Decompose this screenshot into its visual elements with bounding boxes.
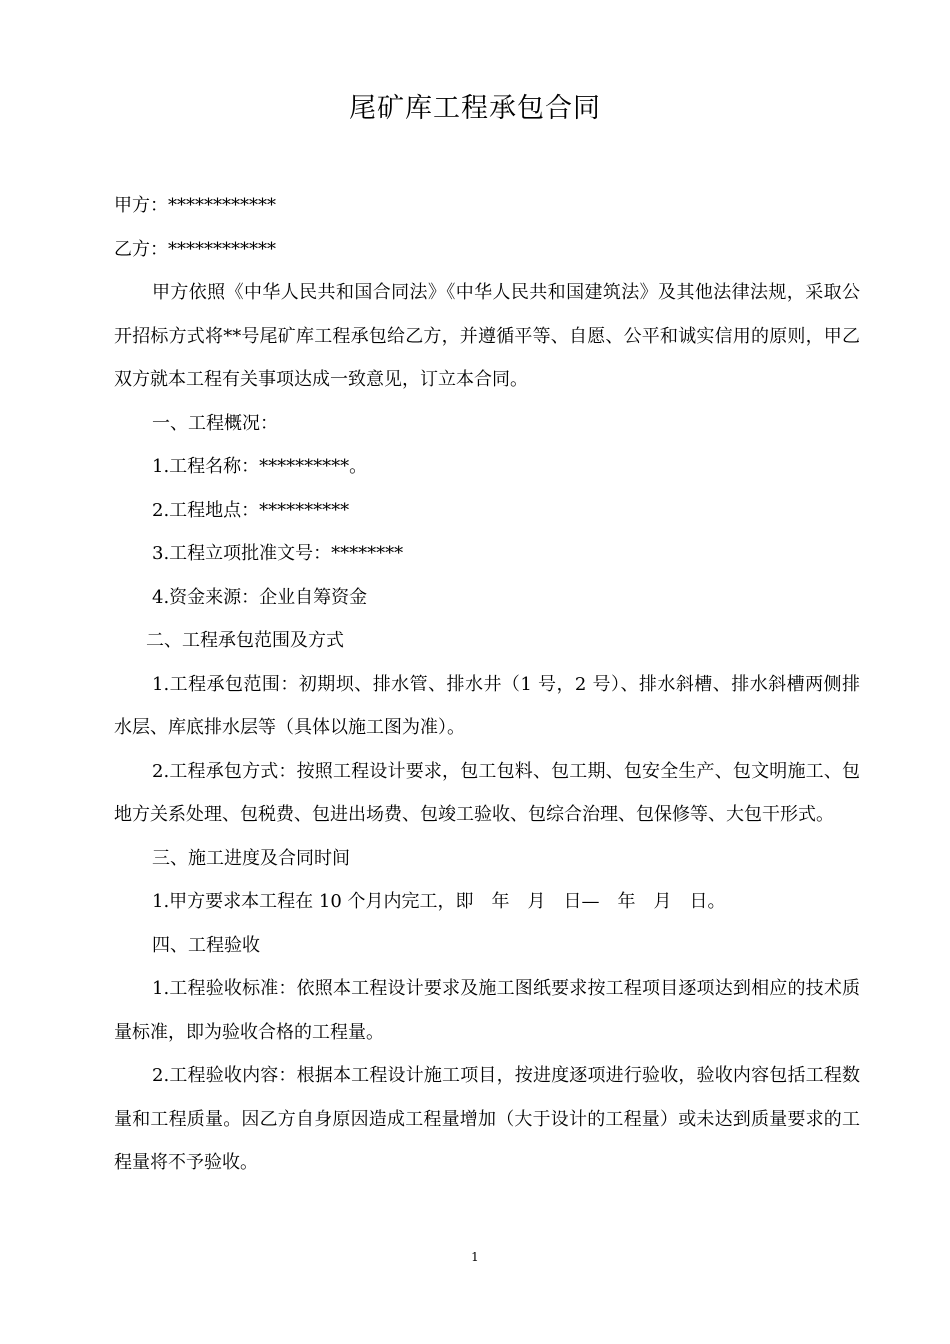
overview-item-approval-number: 3.工程立项批准文号：********	[152, 543, 404, 564]
preamble-paragraph: 甲方依照《中华人民共和国合同法》《中华人民共和国建筑法》及其他法律法规，采取公开招标方式将**号尾矿库工程承包给乙方，并遵循平等、自愿、公平和诚实信用的原则，甲乙双方就本工程有关事项达成一致意见，订立本合同。	[114, 282, 860, 390]
acceptance-item-content: 2.工程验收内容：根据本工程设计施工项目，按进度逐项进行验收，验收内容包括工程数量和工程质量。因乙方自身原因造成工程量增加（大于设计的工程量）或未达到质量要求的工程量将不予验收。	[114, 1065, 860, 1173]
section-heading-overview: 一、工程概况：	[152, 412, 278, 434]
overview-item-name: 1.工程名称：**********。	[152, 456, 368, 477]
party-b-line: 乙方：************	[114, 238, 276, 260]
section-heading-schedule: 三、施工进度及合同时间	[152, 847, 350, 869]
scope-item-method: 2.工程承包方式：按照工程设计要求，包工包料、包工期、包安全生产、包文明施工、包地方关系处理、包税费、包进出场费、包竣工验收、包综合治理、包保修等、大包干形式。	[114, 760, 860, 825]
document-body	[114, 184, 860, 1185]
overview-item-funding: 4.资金来源：企业自筹资金	[152, 586, 368, 608]
schedule-item-deadline: 1.甲方要求本工程在 10 个月内完工，即 年 月 日— 年 月 日。	[152, 891, 726, 912]
section-heading-scope: 二、工程承包范围及方式	[146, 630, 344, 651]
scope-item-range: 1.工程承包范围：初期坝、排水管、排水井（1 号，2 号）、排水斜槽、排水斜槽两侧排水层、库底排水层等（具体以施工图为准）。	[114, 673, 860, 738]
overview-item-location: 2.工程地点：**********	[152, 499, 350, 521]
section-heading-acceptance: 四、工程验收	[152, 934, 260, 956]
party-a-line: 甲方：************	[114, 195, 276, 216]
page-number: 1	[471, 1250, 479, 1264]
acceptance-item-standard: 1.工程验收标准：依照本工程设计要求及施工图纸要求按工程项目逐项达到相应的技术质量标准，即为验收合格的工程量。	[114, 978, 860, 1043]
document-title: 尾矿库工程承包合同	[349, 93, 601, 124]
